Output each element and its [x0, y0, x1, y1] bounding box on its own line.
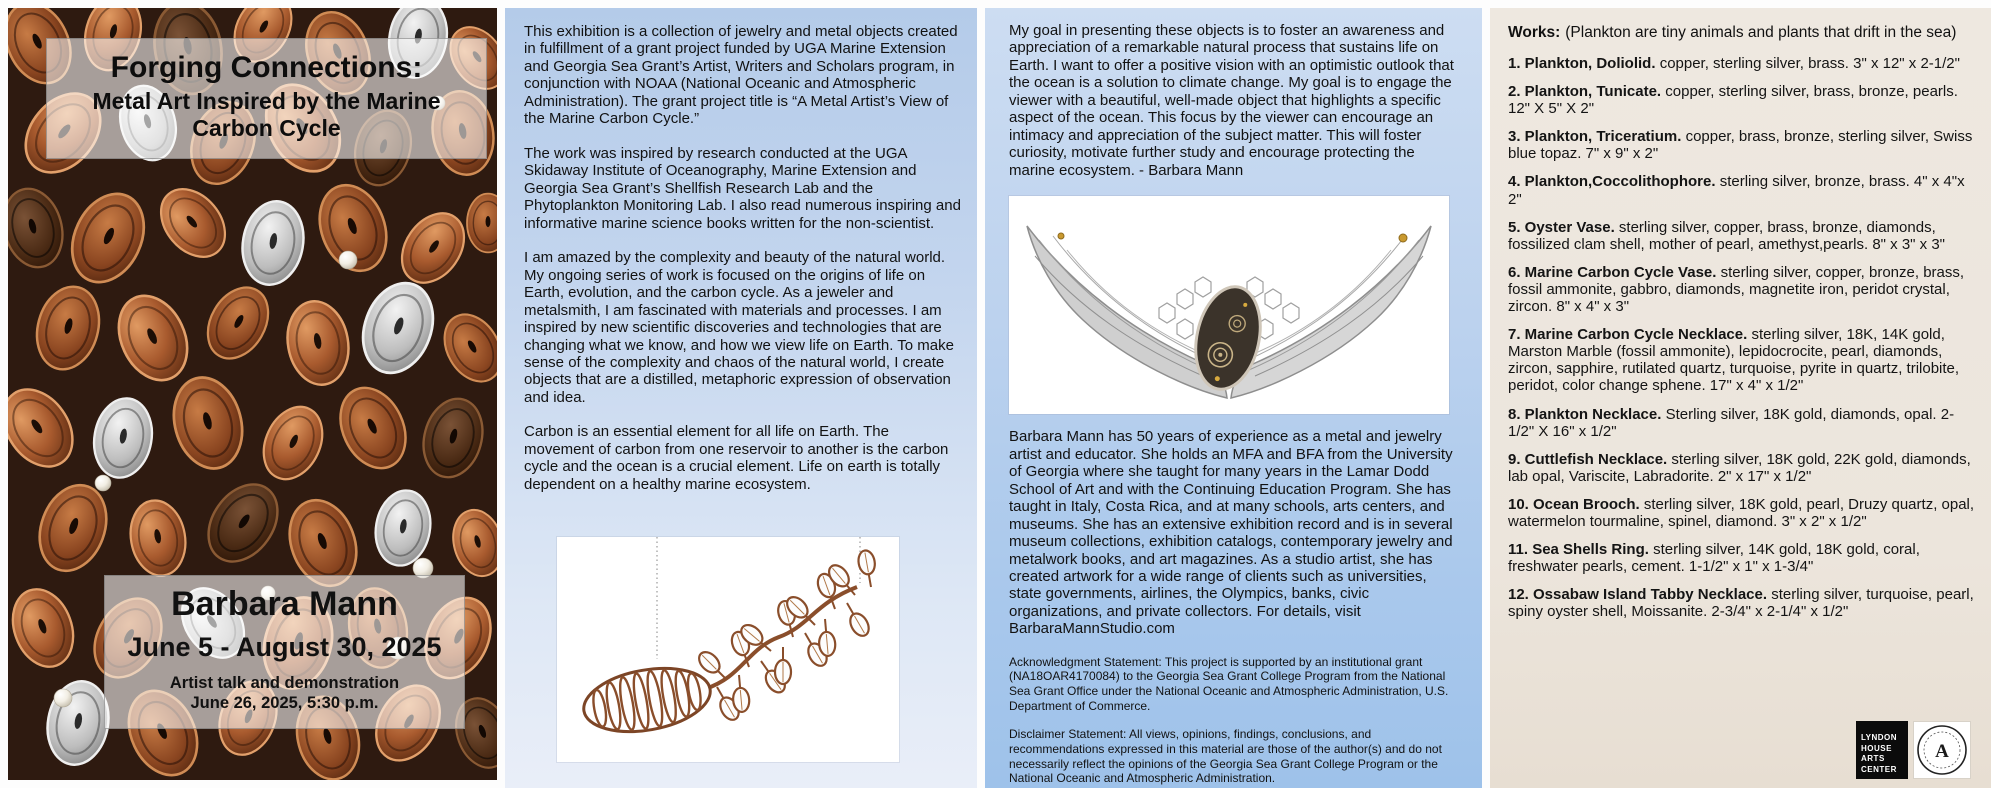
lyndon-logo-line: ARTS: [1861, 754, 1885, 764]
necklace-drawing: [1009, 196, 1449, 414]
artist-name: Barbara Mann: [171, 585, 398, 623]
work-item: [1508, 586, 1975, 620]
artist-talk-line2: June 26, 2025, 5:30 p.m.: [190, 694, 379, 713]
work-item: [1508, 541, 1975, 575]
exhibition-paragraph: This exhibition is a collection of jewelry and metal objects created in fulfillment of a grant project funded by UGA Marine Extension and Georgia Sea Grant’s Artist, Writers and Scholars program, in conjunction with NOAA (National Oceanic and Atmospheric Administration). The grant project title is “A Metal Artist’s View of the Marine Carbon Cycle.”: [524, 23, 958, 128]
work-title: 7. Marine Carbon Cycle Necklace.: [1508, 326, 1752, 344]
work-item: [1508, 219, 1975, 253]
work-item: [1508, 264, 1975, 315]
work-item: [1508, 496, 1975, 530]
exhibition-paragraph: The work was inspired by research conducted at the UGA Skidaway Institute of Oceanography, Marine Extension and Georgia Sea Grant’s Shellfish Research Lab and the Phytoplankton Monitoring Lab. I also read numerous inspiring and informative marine science books written for the non-scientist.: [524, 144, 961, 232]
work-item: [1508, 55, 1975, 72]
bio-panel: [985, 8, 1482, 788]
lyndon-logo-line: LYNDON: [1861, 733, 1898, 743]
exhibition-dates: June 5 - August 30, 2025: [127, 632, 442, 663]
work-title: 11. Sea Shells Ring.: [1508, 541, 1654, 559]
work-item: [1508, 451, 1975, 485]
work-title: 6. Marine Carbon Cycle Vase.: [1508, 263, 1721, 281]
bio-paragraph: Barbara Mann has 50 years of experience as a metal and jewelry artist and educator. She holds an MFA and BFA from the University of Georgia where she taught for many years in the Lamar Dodd School of Art and with the Continuing Education Program. She has taught in Italy, Costa Rica, and at many schools, arts centers, and museums. She has an extensive exhibition record and is in several museum collections, exhibition catalogs, contemporary jewelry and metalwork books, and art magazines. As a studio artist, she has created artwork for a wide range of clients such as universities, state governments, airlines, the Olympics, banks, civic organizations, and private collectors. For details, visit BarbaraMannStudio.com: [1009, 428, 1453, 638]
exhibition-paragraph: Carbon is an essential element for all life on Earth. The movement of carbon from one reservoir to another is the carbon cycle and the ocean is a crucial element. Life on earth is totally dependent on a healthy marine ecosystem.: [524, 423, 949, 493]
exhibition-subtitle: Metal Art Inspired by the Marine Carbon Cycle: [92, 87, 441, 141]
works-heading: [1508, 24, 1975, 42]
work-title: 8. Plankton Necklace.: [1508, 405, 1666, 423]
work-details: sterling silver, 18K, 14K gold, Marston Marble (fossil ammonite), lepidocrocite, pearl, diamonds, zircon, sapphire, rutilated quartz, turquoise, pyrite in quartz, trilobite, peridot, color change sphene. 17" x 4" x 1/2": [1508, 326, 1960, 395]
work-item: [1508, 406, 1975, 440]
seal-letter: A: [1935, 741, 1949, 762]
work-title: 10. Ocean Brooch.: [1508, 495, 1644, 513]
cover-panel: [8, 8, 497, 780]
work-item: [1508, 83, 1975, 117]
lyndon-logo-line: CENTER: [1861, 764, 1897, 774]
works-heading-label: Works:: [1508, 24, 1561, 41]
goal-paragraph: My goal in presenting these objects is to foster an awareness and appreciation of a remarkable natural process that sustains life on Earth. I want to offer a positive vision with an optimistic outlook that the ocean is a solution to climate change. My goal is to engage the viewer with a beautiful, well-made object that highlights a specific aspect of the ocean. This focus by the viewer can encourage an intimacy and appreciation of the subject matter. This will foster curiosity, motivate further study and encourage protecting the marine ecosystem. - Barbara Mann: [1009, 22, 1454, 179]
works-panel: [1490, 8, 1991, 788]
work-title: 2. Plankton, Tunicate.: [1508, 83, 1666, 101]
exhibition-title-box: [46, 38, 487, 159]
plankton-sculpture-drawing: [557, 537, 899, 762]
work-details: sterling silver, turquoise, pearl, spiny oyster shell, Moissanite. 2-3/4" x 2-1/4" x 1/2": [1508, 586, 1974, 621]
acknowledgment-statement: Acknowledgment Statement: This project is supported by an institutional grant (NA18OAR4170084) to the Georgia Sea Grant College Program from the National Sea Grant Office under the National Oceanic and Atmospheric Administration, U.S. Department of Commerce.: [1009, 654, 1449, 713]
exhibition-paragraph: I am amazed by the complexity and beauty of the natural world. My ongoing series of work is focused on the origins of life on Earth, evolution, and the carbon cycle. As a jeweler and metalsmith, I am fascinated with materials and processes. I am inspired by new scientific discoveries and technologies that are changing what we know, and how we view life on Earth. To make sense of the complexity and chaos of the natural world, I create objects that are a distilled, metaphoric expression of observation and idea.: [524, 249, 954, 406]
works-heading-note: (Plankton are tiny animals and plants that drift in the sea): [1565, 24, 1957, 41]
lyndon-house-arts-center-logo: [1856, 721, 1908, 779]
work-details: sterling silver, bronze, brass. 4" x 4"x 2": [1508, 173, 1965, 208]
work-title: 3. Plankton, Triceratium.: [1508, 128, 1686, 146]
works-list: [1508, 55, 1975, 620]
exhibition-title: Forging Connections:: [110, 51, 423, 84]
marine-carbon-cycle-necklace-photo: [1009, 196, 1449, 414]
work-item: [1508, 326, 1975, 394]
work-title: 12. Ossabaw Island Tabby Necklace.: [1508, 586, 1772, 604]
work-item: [1508, 128, 1975, 162]
work-item: [1508, 173, 1975, 207]
exhibition-text: [505, 8, 977, 493]
artist-talk-line1: Artist talk and demonstration: [169, 673, 400, 692]
work-details: sterling silver, 18K gold, 22K gold, diamonds, lab opal, Variscite, Labradorite. 2" x 17" x 1/2": [1508, 450, 1971, 485]
artist-info-box: [104, 575, 465, 729]
statement-panel: [505, 8, 977, 788]
work-details: copper, sterling silver, brass, bronze, pearls. 12" X 5" X 2": [1508, 83, 1958, 118]
work-details: Sterling silver, 18K gold, diamonds, opal. 2-1/2" X 16" x 1/2": [1508, 405, 1955, 440]
disclaimer-statement: Disclaimer Statement: All views, opinions, findings, conclusions, and recommendations expressed in this material are those of the author(s) and do not necessarily reflect the opinions of the Georgia Sea Grant College Program or the National Oceanic and Atmospheric Administration.: [1009, 727, 1442, 786]
work-details: sterling silver, 18K gold, pearl, Druzy quartz, opal, watermelon tourmaline, spinel, diamond. 3" x 2" x 1/2": [1508, 495, 1975, 530]
work-title: 1. Plankton, Doliolid.: [1508, 55, 1660, 72]
work-title: 4. Plankton,Coccolithophore.: [1508, 173, 1720, 191]
work-title: 5. Oyster Vase.: [1508, 218, 1619, 236]
work-details: copper, sterling silver, brass. 3" x 12" x 2-1/2": [1659, 55, 1960, 72]
work-details: sterling silver, copper, brass, bronze, diamonds, fossilized clam shell, mother of pearl, amethyst,pearls. 8" x 3" x 3": [1508, 218, 1945, 253]
work-title: 9. Cuttlefish Necklace.: [1508, 450, 1672, 468]
work-details: sterling silver, copper, bronze, brass, fossil ammonite, gabbro, diamonds, magnetite iron, peridot crystal, zircon. 8" x 4" x 3": [1508, 263, 1965, 316]
circular-seal-logo: [1913, 721, 1971, 779]
lyndon-logo-line: HOUSE: [1861, 743, 1892, 753]
sponsor-logos: [1856, 721, 1971, 779]
plankton-sculpture-photo: [557, 537, 899, 762]
work-details: copper, brass, bronze, sterling silver, Swiss blue topaz. 7" x 9" x 2": [1508, 128, 1973, 163]
work-details: sterling silver, 14K gold, 18K gold, coral, freshwater pearls, cement. 1-1/2" x 1" x 1-3/4": [1508, 541, 1920, 576]
seal-emblem-icon: [1916, 724, 1968, 776]
